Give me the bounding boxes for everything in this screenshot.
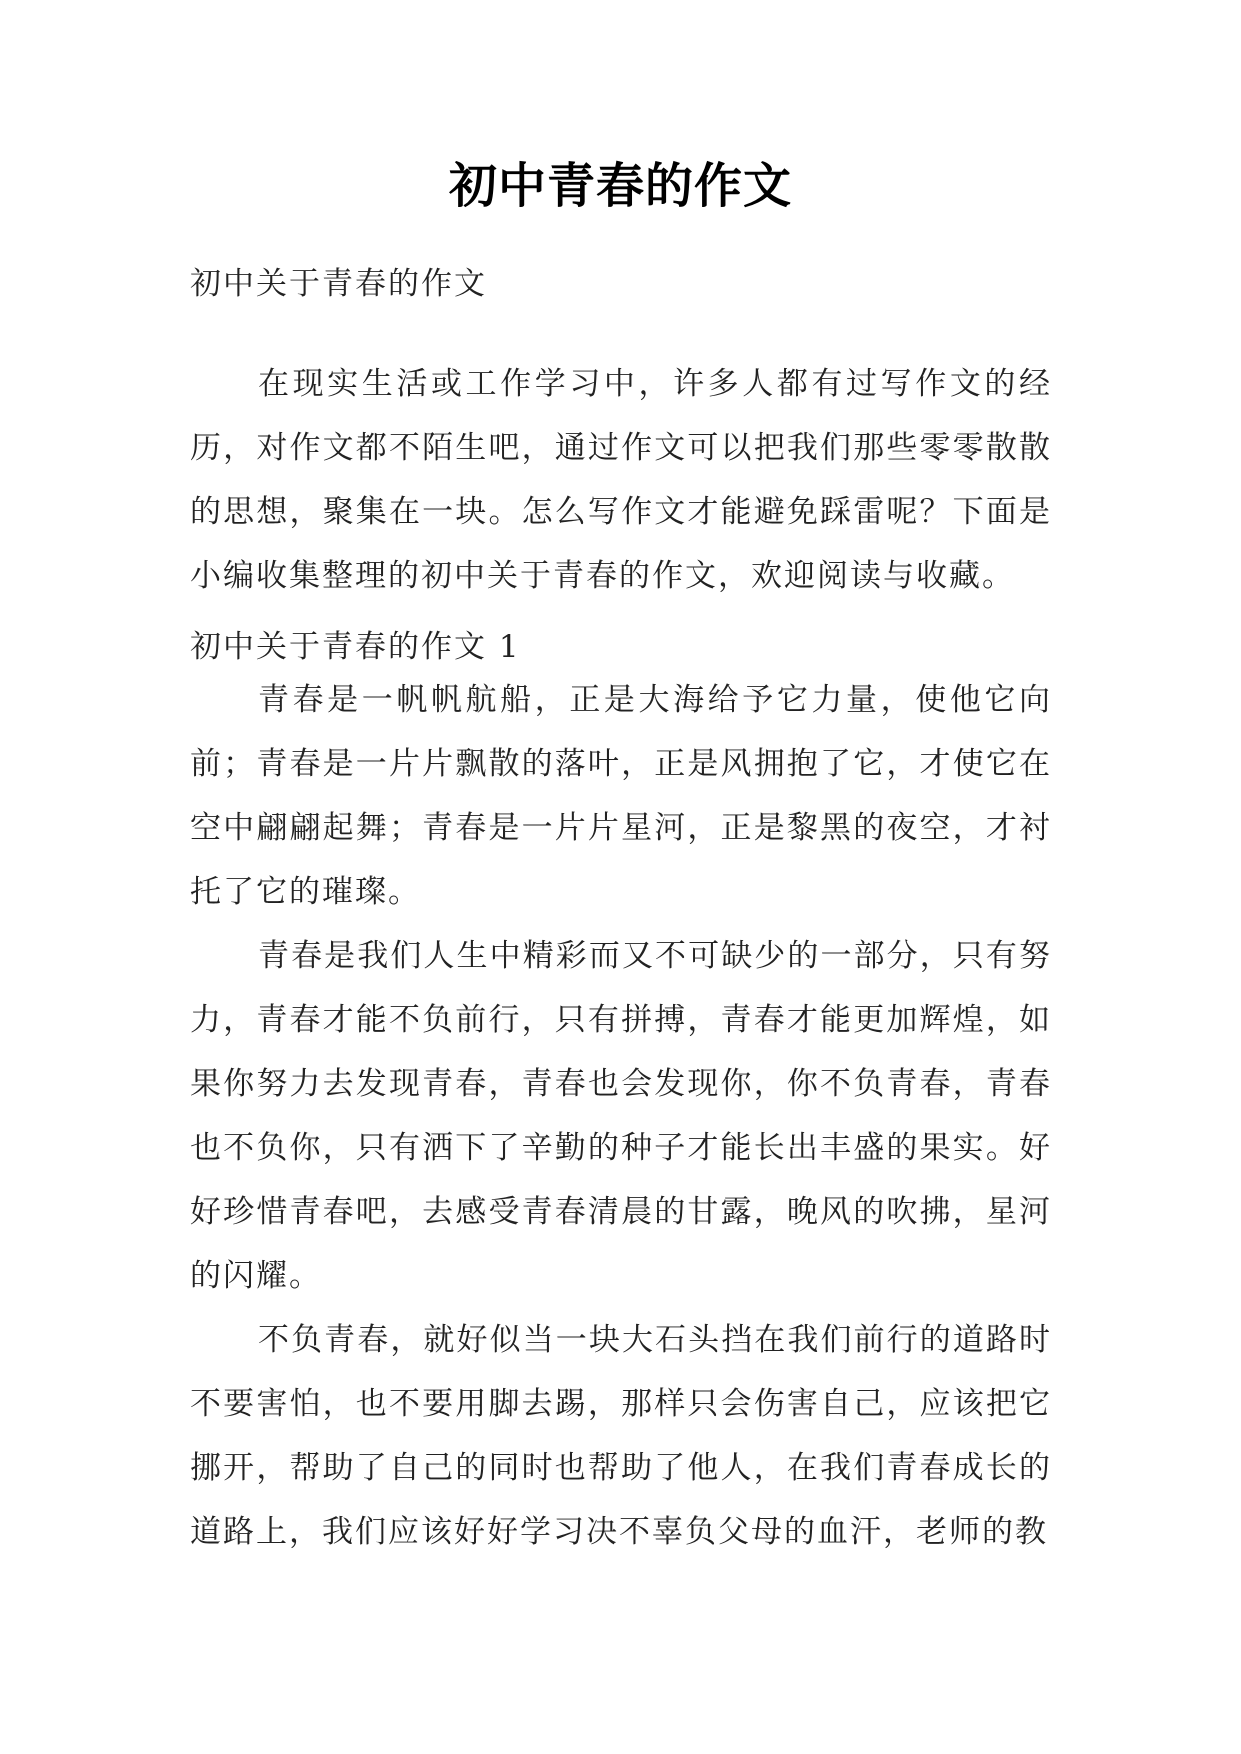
essay-paragraph-1: 青春是一帆帆航船，正是大海给予它力量，使他它向前；青春是一片片飘散的落叶，正是风拥抱了它，才使它在空中翩翩起舞；青春是一片片星河，正是黎黑的夜空，才衬托了它的璀璨。 [190, 682, 1052, 910]
document-subtitle: 初中关于青春的作文 [190, 266, 487, 302]
essay-paragraph-2: 青春是我们人生中精彩而又不可缺少的一部分，只有努力，青春才能不负前行，只有拼搏，青春才能更加辉煌，如果你努力去发现青春，青春也会发现你，你不负青春，青春也不负你，只有洒下了辛勤的种子才能长出丰盛的果实。好好珍惜青春吧，去感受青春清晨的甘露，晚风的吹拂，星河的闪耀。 [190, 938, 1052, 1294]
intro-section [190, 352, 1052, 608]
essay-paragraph-3: 不负青春，就好似当一块大石头挡在我们前行的道路时不要害怕，也不要用脚去踢，那样只会伤害自己，应该把它挪开，帮助了自己的同时也帮助了他人，在我们青春成长的道路上，我们应该好好学习决不辜负父母的血汗，老师的教 [190, 1322, 1052, 1550]
intro-paragraph: 在现实生活或工作学习中，许多人都有过写作文的经历，对作文都不陌生吧，通过作文可以把我们那些零零散散的思想，聚集在一块。怎么写作文才能避免踩雷呢？下面是小编收集整理的初中关于青春的作文，欢迎阅读与收藏。 [190, 366, 1052, 594]
essay-body [190, 668, 1052, 1564]
section-heading: 初中关于青春的作文 1 [190, 629, 521, 665]
document-title: 初中青春的作文 [448, 158, 792, 214]
